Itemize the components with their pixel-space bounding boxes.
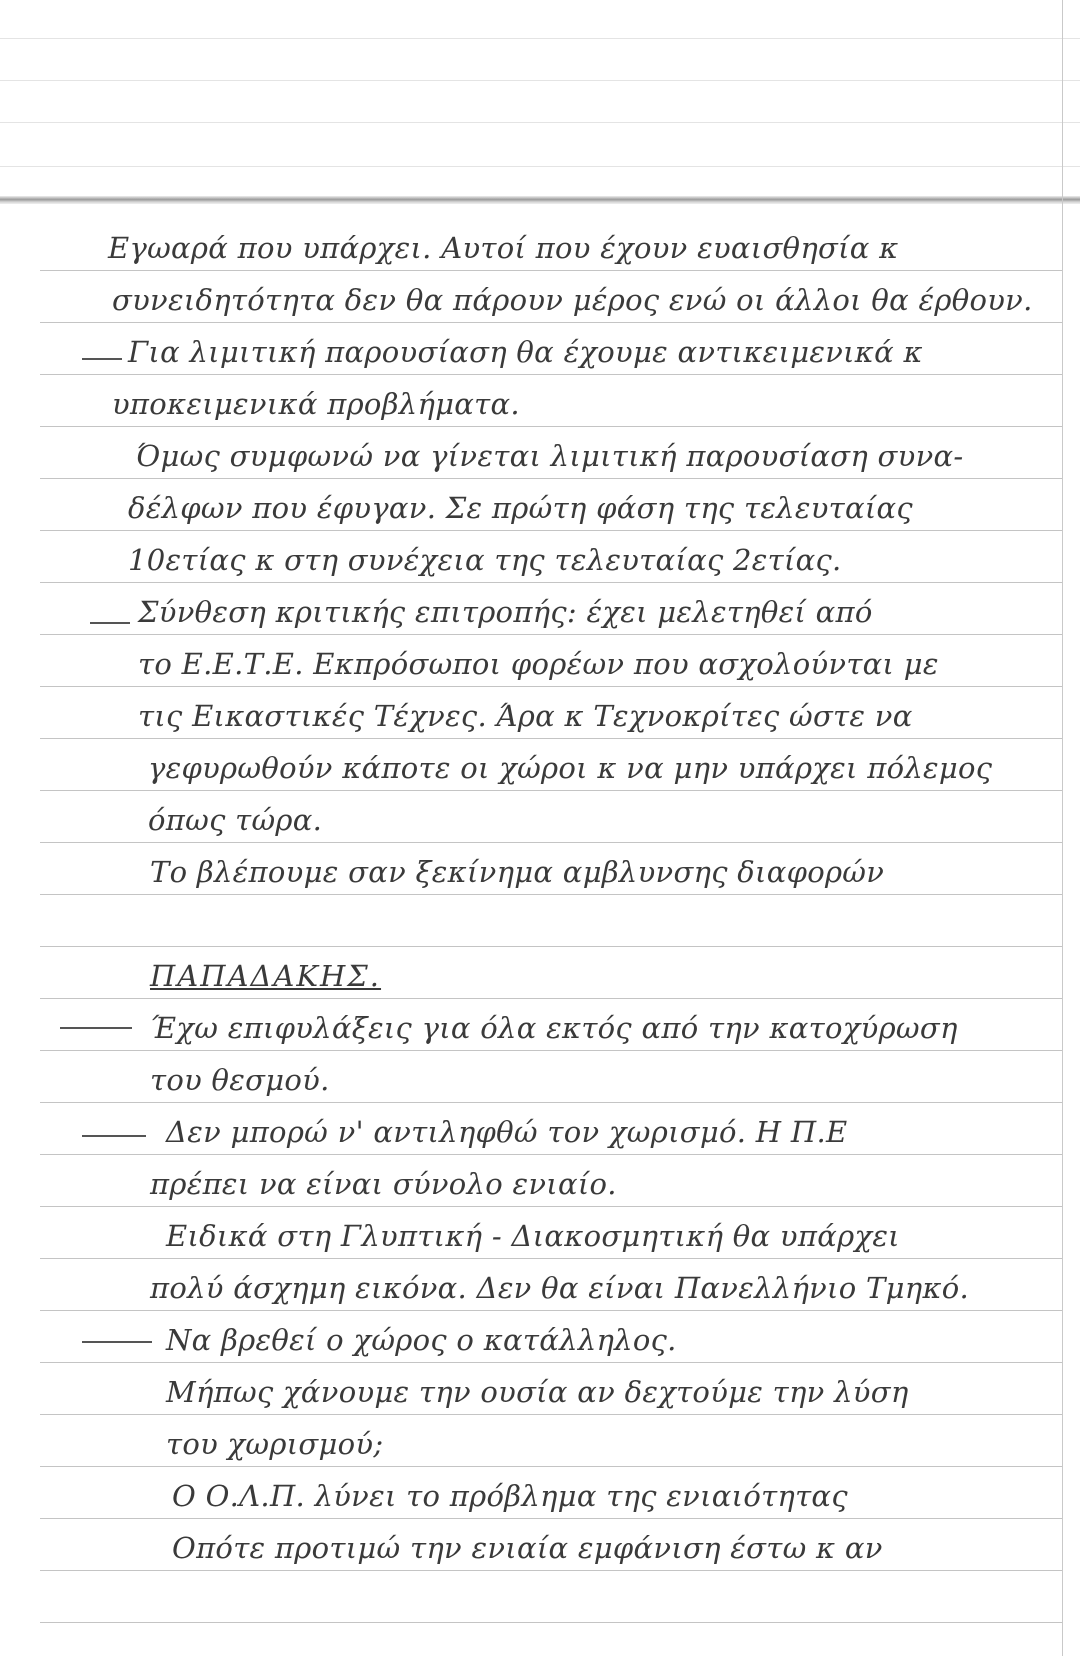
- ruled-line: [40, 270, 1062, 271]
- ruled-line: [40, 790, 1062, 791]
- bullet-dash: [82, 358, 122, 360]
- ruled-line: [40, 1518, 1062, 1519]
- margin-line: [1062, 0, 1063, 1656]
- handwritten-line: Έχω επιφυλάξεις για όλα εκτός από την κατοχύρωση: [150, 1011, 958, 1045]
- handwritten-line: Εγωαρά που υπάρχει. Αυτοί που έχουν ευαισθησία κ: [108, 231, 899, 265]
- ruled-line: [40, 582, 1062, 583]
- bullet-dash: [60, 1027, 132, 1029]
- ruled-line: [40, 894, 1062, 895]
- bullet-dash: [90, 622, 130, 624]
- handwritten-line: γεφυρωθούν κάποτε οι χώροι κ να μην υπάρχει πόλεμος: [148, 751, 993, 785]
- handwritten-line: του θεσμού.: [150, 1063, 330, 1097]
- ruled-line: [40, 426, 1062, 427]
- ruled-line: [40, 1102, 1062, 1103]
- ruled-line: [40, 1414, 1062, 1415]
- handwritten-line: Μήπως χάνουμε την ουσία αν δεχτούμε την λύση: [166, 1375, 909, 1409]
- ruled-line: [40, 946, 1062, 947]
- handwritten-line: Όμως συμφωνώ να γίνεται λιμιτική παρουσίαση συνα-: [136, 439, 964, 473]
- handwritten-line: του χωρισμού;: [166, 1427, 384, 1461]
- ruled-line: [40, 1206, 1062, 1207]
- handwritten-line: Για λιμιτική παρουσίαση θα έχουμε αντικειμενικά κ: [128, 335, 923, 369]
- ruled-line: [40, 1466, 1062, 1467]
- faint-rule: [0, 122, 1080, 123]
- ruled-line: [40, 1622, 1062, 1623]
- ruled-line: [40, 1310, 1062, 1311]
- faint-rule: [0, 166, 1080, 167]
- ruled-line: [40, 374, 1062, 375]
- handwritten-line: Οπότε προτιμώ την ενιαία εμφάνιση έστω κ αν: [172, 1531, 883, 1565]
- ruled-line: [40, 738, 1062, 739]
- handwritten-line: Ο Ο.Λ.Π. λύνει το πρόβλημα της ενιαιότητας: [172, 1479, 848, 1513]
- handwritten-line: το Ε.Ε.Τ.Ε. Εκπρόσωποι φορέων που ασχολούνται με: [138, 647, 939, 681]
- handwritten-line: συνειδητότητα δεν θα πάρουν μέρος ενώ οι άλλοι θα έρθουν.: [112, 283, 1033, 317]
- ruled-line: [40, 322, 1062, 323]
- handwritten-line: Να βρεθεί ο χώρος ο κατάλληλος.: [166, 1323, 677, 1357]
- ruled-line: [40, 998, 1062, 999]
- ruled-line: [40, 1362, 1062, 1363]
- ruled-line: [40, 478, 1062, 479]
- handwritten-line: τις Εικαστικές Τέχνες. Άρα κ Τεχνοκρίτες ώστε να: [138, 699, 913, 733]
- handwritten-line: Σύνθεση κριτικής επιτροπής: έχει μελετηθεί από: [138, 595, 873, 629]
- ruled-line: [40, 1050, 1062, 1051]
- handwritten-line: υποκειμενικά προβλήματα.: [112, 387, 520, 421]
- handwritten-line: όπως τώρα.: [148, 803, 323, 837]
- bullet-dash: [82, 1341, 152, 1343]
- bullet-dash: [82, 1135, 146, 1137]
- handwritten-line: πολύ άσχημη εικόνα. Δεν θα είναι Πανελλήνιο Τμηκό.: [150, 1271, 970, 1305]
- ruled-line: [40, 530, 1062, 531]
- faint-rule: [0, 80, 1080, 81]
- handwritten-line: Το βλέπουμε σαν ξεκίνημα αμβλυνσης διαφορών: [150, 855, 885, 889]
- handwritten-line: πρέπει να είναι σύνολο ενιαίο.: [150, 1167, 617, 1201]
- torn-edge: [0, 196, 1080, 204]
- handwritten-line: δέλφων που έφυγαν. Σε πρώτη φάση της τελευταίας: [128, 491, 913, 525]
- ruled-line: [40, 1154, 1062, 1155]
- ruled-line: [40, 1570, 1062, 1571]
- speaker-heading: ΠΑΠΑΔΑΚΗΣ.: [150, 959, 382, 993]
- handwritten-line: Δεν μπορώ ν' αντιληφθώ τον χωρισμό. Η Π.Ε: [166, 1115, 848, 1149]
- ruled-line: [40, 686, 1062, 687]
- handwritten-line: Ειδικά στη Γλυπτική - Διακοσμητική θα υπάρχει: [166, 1219, 900, 1253]
- faint-rule: [0, 38, 1080, 39]
- ruled-line: [40, 842, 1062, 843]
- ruled-line: [40, 634, 1062, 635]
- handwritten-line: 10ετίας κ στη συνέχεια της τελευταίας 2ετίας.: [128, 543, 842, 577]
- ruled-line: [40, 1258, 1062, 1259]
